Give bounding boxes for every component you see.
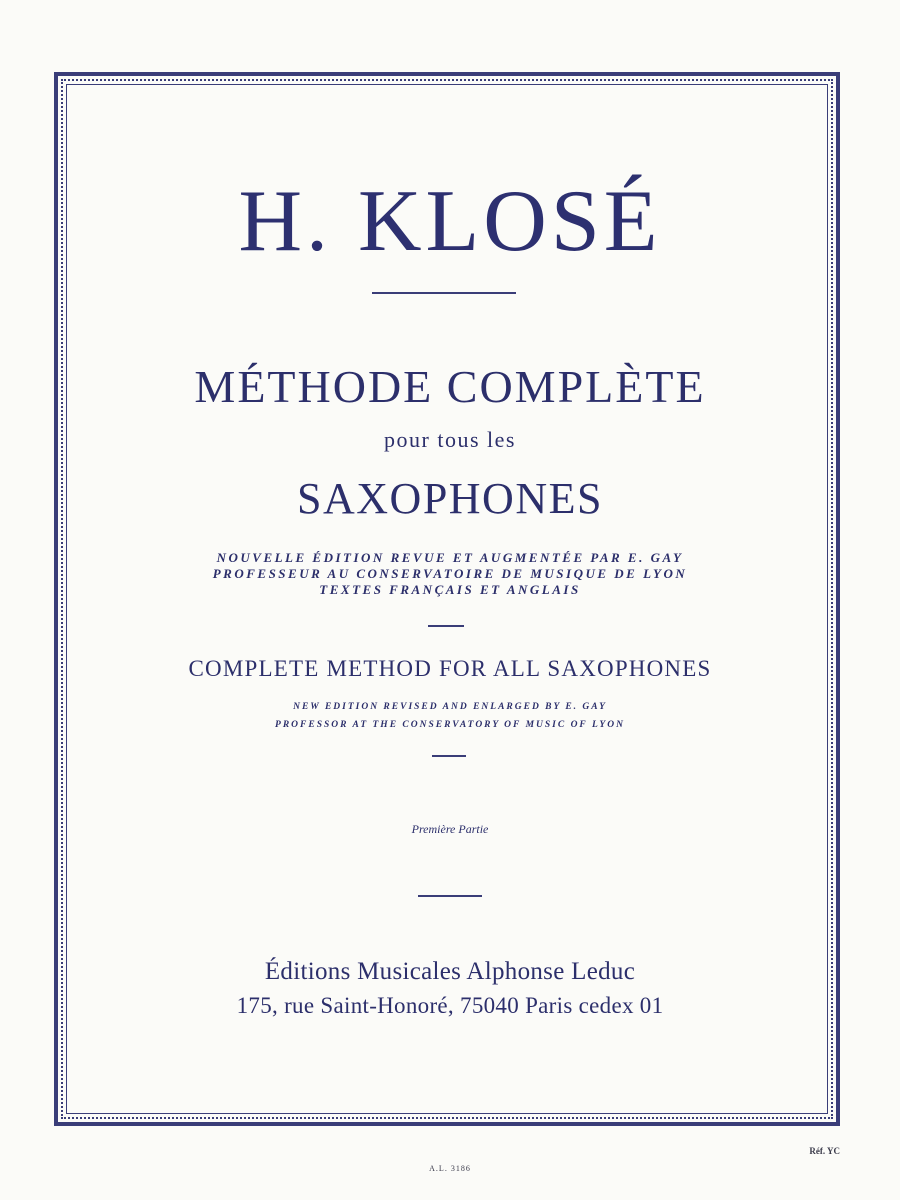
english-detail-line: PROFESSOR AT THE CONSERVATORY OF MUSIC OF LYON [275, 720, 625, 730]
divider-rule [428, 625, 464, 627]
divider-rule [432, 755, 466, 757]
catalog-number: A.L. 3186 [429, 1164, 471, 1173]
english-detail-line: NEW EDITION REVISED AND ENLARGED BY E. GAY [293, 702, 607, 712]
divider-rule [372, 292, 516, 294]
part-label: Première Partie [411, 822, 489, 836]
composer-name: H. KLOSÉ [238, 173, 662, 270]
publisher-address: 175, rue Saint-Honoré, 75040 Paris cedex 01 [236, 993, 664, 1018]
reference-code: Réf. YC [809, 1146, 840, 1156]
divider-rule [418, 895, 482, 897]
french-detail-line: PROFESSEUR AU CONSERVATOIRE DE MUSIQUE DE LYON [212, 566, 688, 581]
title-english: COMPLETE METHOD FOR ALL SAXOPHONES [188, 656, 712, 681]
instrument-title: SAXOPHONES [297, 474, 603, 523]
french-detail-line: NOUVELLE ÉDITION REVUE ET AUGMENTÉE PAR E. GAY [216, 550, 684, 565]
publisher-name: Éditions Musicales Alphonse Leduc [264, 958, 636, 985]
subtitle-pour: pour tous les [384, 427, 516, 452]
title-french: MÉTHODE COMPLÈTE [194, 361, 706, 412]
french-detail-line: TEXTES FRANÇAIS ET ANGLAIS [319, 582, 581, 597]
